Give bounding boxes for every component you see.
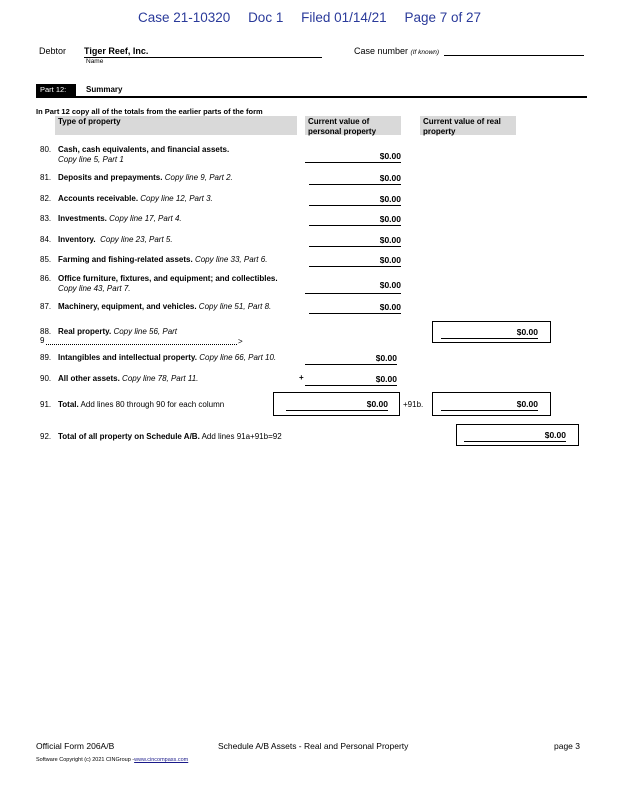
column-personal-header: Current value of personal property [305,116,401,135]
personal-value: $0.00 [379,280,401,290]
row-label: All other assets. Copy line 78, Part 11. [58,374,199,383]
row-label: Inventory. Copy line 23, Part 5. [58,235,173,244]
row-number: 82. [40,194,52,203]
row-number: 90. [40,374,52,383]
personal-value: $0.00 [309,302,401,314]
case-number-label: Case number [354,46,409,56]
row-number: 81. [40,173,52,182]
row-label: Office furniture, fixtures, and equipment; and collectibles. Copy line 43, Part 7. [58,274,278,293]
personal-total-value: $0.00 [286,399,388,411]
row-number: 92. [40,432,52,441]
row-number: 80. [40,145,52,154]
grand-total-value: $0.00 [464,430,566,442]
grand-total-box [456,424,579,446]
row-label: Farming and fishing-related assets. Copy line 33, Part 6. [58,255,268,264]
real-total-box [432,392,551,416]
personal-value: $0.00 [309,255,401,267]
row-number: 83. [40,214,52,223]
doc-number-stamp: Doc 1 [248,10,284,25]
row-label: Accounts receivable. Copy line 12, Part 3. [58,194,213,203]
row-number: 88. [40,327,52,336]
personal-value: $0.00 [305,353,397,365]
row-label: Total. Add lines 80 through 90 for each column [58,400,225,409]
dotted-leader [46,344,237,345]
form-number: Official Form 206A/B [36,741,115,751]
real-value: $0.00 [441,327,538,339]
case-number-stamp: Case 21-10320 [137,10,231,25]
row-number: 91. [40,400,52,409]
case-number-field [444,55,584,56]
form-title: Schedule A/B Assets - Real and Personal Property [218,741,409,751]
part-intro: In Part 12 copy all of the totals from the earlier parts of the form [36,107,263,116]
part-tag: Part 12: [36,84,76,96]
row-88-leader: 9 [40,336,45,345]
row-88-arrow: > [238,337,243,346]
site-link[interactable]: www.cincompass.com [134,757,189,763]
page-count-stamp: Page 7 of 27 [404,10,482,25]
real-total-value: $0.00 [441,399,538,411]
filed-date-stamp: Filed 01/14/21 [301,10,387,25]
row-number: 85. [40,255,52,264]
row-number: 87. [40,302,52,311]
part-title: Summary [86,85,123,94]
row-number: 84. [40,235,52,244]
personal-value: $0.00 [309,235,401,247]
case-number-note: (If known) [410,49,440,56]
row-number: 89. [40,353,52,362]
row-label: Machinery, equipment, and vehicles. Copy line 51, Part 8. [58,302,272,311]
personal-total-box [273,392,400,416]
plus-sign: + [299,373,304,382]
debtor-label: Debtor [39,46,67,56]
debtor-name: Tiger Reef, Inc. [84,46,322,58]
row-label: Cash, cash equivalents, and financial assets. Copy line 5, Part 1 [58,145,230,164]
real-property-box [432,321,551,343]
personal-value: $0.00 [309,173,401,185]
case-number-label-wrap [354,46,439,56]
part-divider [36,96,587,98]
column-real-header: Current value of real property [420,116,516,135]
row-label: Total of all property on Schedule A/B. Add lines 91a+91b=92 [58,432,282,441]
personal-value: $0.00 [305,151,401,163]
personal-value: $0.00 [309,194,401,206]
row-91b-tag: +91b. [403,400,424,409]
column-type-header: Type of property [55,116,297,135]
row-label: Real property. Copy line 56, Part [58,327,178,336]
row-label: Intangibles and intellectual property. Copy line 66, Part 10. [58,353,277,362]
personal-value: $0.00 [305,374,397,386]
row-label: Investments. Copy line 17, Part 4. [58,214,182,223]
row-label: Deposits and prepayments. Copy line 9, Part 2. [58,173,233,182]
court-filing-stamp [0,10,619,25]
name-caption: Name [86,58,104,65]
page-number: page 3 [554,741,580,751]
value-rule [305,293,401,294]
copyright: Software Copyright (c) 2021 CINGroup -www.cincompass.com [36,757,189,763]
row-number: 86. [40,274,52,283]
personal-value: $0.00 [309,214,401,226]
